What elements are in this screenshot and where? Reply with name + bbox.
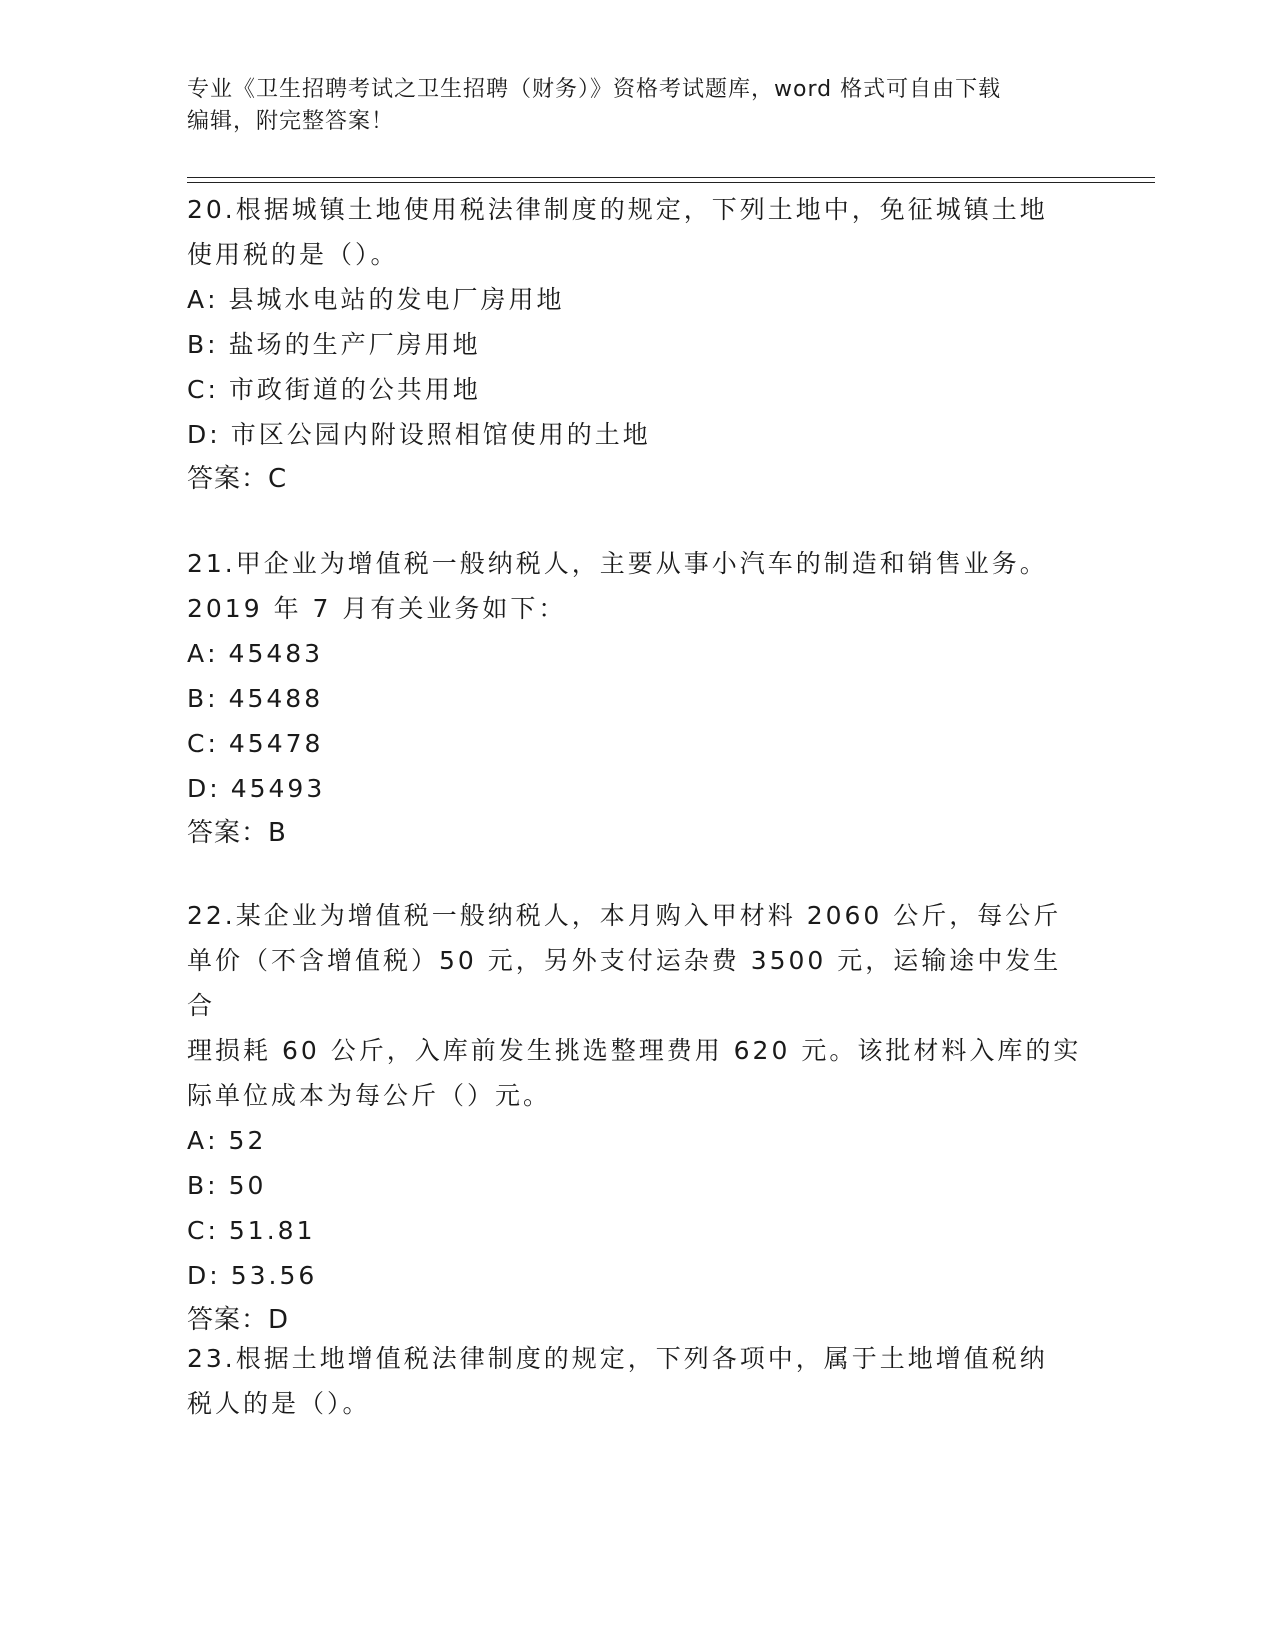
option-key: D	[187, 1261, 210, 1290]
question-stem-line: 20.根据城镇土地使用税法律制度的规定，下列土地中，免征城镇土地	[187, 195, 1048, 224]
option-separator: :	[207, 1126, 219, 1155]
question-stem-line: 2019 年 7 月有关业务如下：	[187, 594, 567, 623]
option-key: B	[187, 1171, 208, 1200]
option-key: A	[187, 285, 208, 314]
document-header	[187, 74, 1087, 138]
option-key: C	[187, 375, 208, 404]
question-stem-line: 21.甲企业为增值税一般纳税人，主要从事小汽车的制造和销售业务。	[187, 549, 1048, 578]
option-d	[187, 1253, 1087, 1298]
option-key: C	[187, 1216, 208, 1245]
option-text: 50	[228, 1171, 267, 1200]
question-stem-line: 单价（不含增值税）50 元，另外支付运杂费 3500 元，运输途中发生合	[187, 946, 1062, 1020]
header-rule-top	[187, 177, 1155, 178]
option-separator: :	[207, 285, 219, 314]
question-stem-line: 使用税的是（）。	[187, 240, 399, 269]
option-b	[187, 676, 1087, 721]
answer-value: C	[268, 464, 288, 494]
question-22	[187, 893, 1087, 1343]
option-text: 45483	[228, 639, 324, 668]
option-text: 52	[228, 1126, 267, 1155]
question-stem-line: 际单位成本为每公斤（）元。	[187, 1081, 552, 1110]
option-a	[187, 631, 1087, 676]
option-key: B	[187, 330, 208, 359]
option-separator: :	[209, 420, 221, 449]
option-d	[187, 412, 1087, 457]
option-text: 盐场的生产厂房用地	[228, 330, 481, 359]
option-text: 45478	[228, 729, 324, 758]
option-key: A	[187, 639, 208, 668]
option-separator: :	[207, 1216, 219, 1245]
answer-line	[187, 811, 1087, 856]
option-separator: :	[207, 684, 219, 713]
question-20	[187, 187, 1087, 502]
answer-value: B	[268, 818, 287, 848]
option-c	[187, 367, 1087, 412]
option-separator: :	[207, 729, 219, 758]
option-key: A	[187, 1126, 208, 1155]
option-text: 45493	[230, 774, 326, 803]
header-rule-bottom	[187, 182, 1155, 183]
option-separator: :	[209, 774, 221, 803]
option-a	[187, 277, 1087, 322]
option-text: 51.81	[228, 1216, 316, 1245]
option-text: 45488	[228, 684, 324, 713]
header-line-1: 专业《卫生招聘考试之卫生招聘（财务）》资格考试题库，word 格式可自由下载	[187, 77, 1002, 102]
answer-label: 答案：	[187, 818, 269, 848]
answer-value: D	[268, 1305, 290, 1335]
option-text: 53.56	[230, 1261, 318, 1290]
header-line-2: 编辑，附完整答案！	[187, 109, 395, 134]
option-b	[187, 1163, 1087, 1208]
option-separator: :	[207, 375, 219, 404]
option-c	[187, 721, 1087, 766]
question-stem-line: 税人的是（）。	[187, 1389, 371, 1418]
option-key: D	[187, 420, 210, 449]
option-separator: :	[209, 1261, 221, 1290]
option-separator: :	[207, 1171, 219, 1200]
answer-label: 答案：	[187, 464, 269, 494]
option-b	[187, 322, 1087, 367]
question-23	[187, 1336, 1087, 1426]
question-stem-line: 23.根据土地增值税法律制度的规定，下列各项中，属于土地增值税纳	[187, 1344, 1048, 1373]
option-key: C	[187, 729, 208, 758]
option-key: B	[187, 684, 208, 713]
option-separator: :	[207, 639, 219, 668]
option-d	[187, 766, 1087, 811]
option-a	[187, 1118, 1087, 1163]
option-c	[187, 1208, 1087, 1253]
option-separator: :	[207, 330, 219, 359]
answer-label: 答案：	[187, 1305, 269, 1335]
option-text: 市区公园内附设照相馆使用的土地	[230, 420, 651, 449]
option-text: 县城水电站的发电厂房用地	[228, 285, 565, 314]
question-stem-line: 理损耗 60 公斤，入库前发生挑选整理费用 620 元。该批材料入库的实	[187, 1036, 1082, 1065]
question-stem-line: 22.某企业为增值税一般纳税人，本月购入甲材料 2060 公斤，每公斤	[187, 901, 1062, 930]
answer-line	[187, 457, 1087, 502]
question-21	[187, 541, 1087, 856]
option-text: 市政街道的公共用地	[228, 375, 481, 404]
option-key: D	[187, 774, 210, 803]
